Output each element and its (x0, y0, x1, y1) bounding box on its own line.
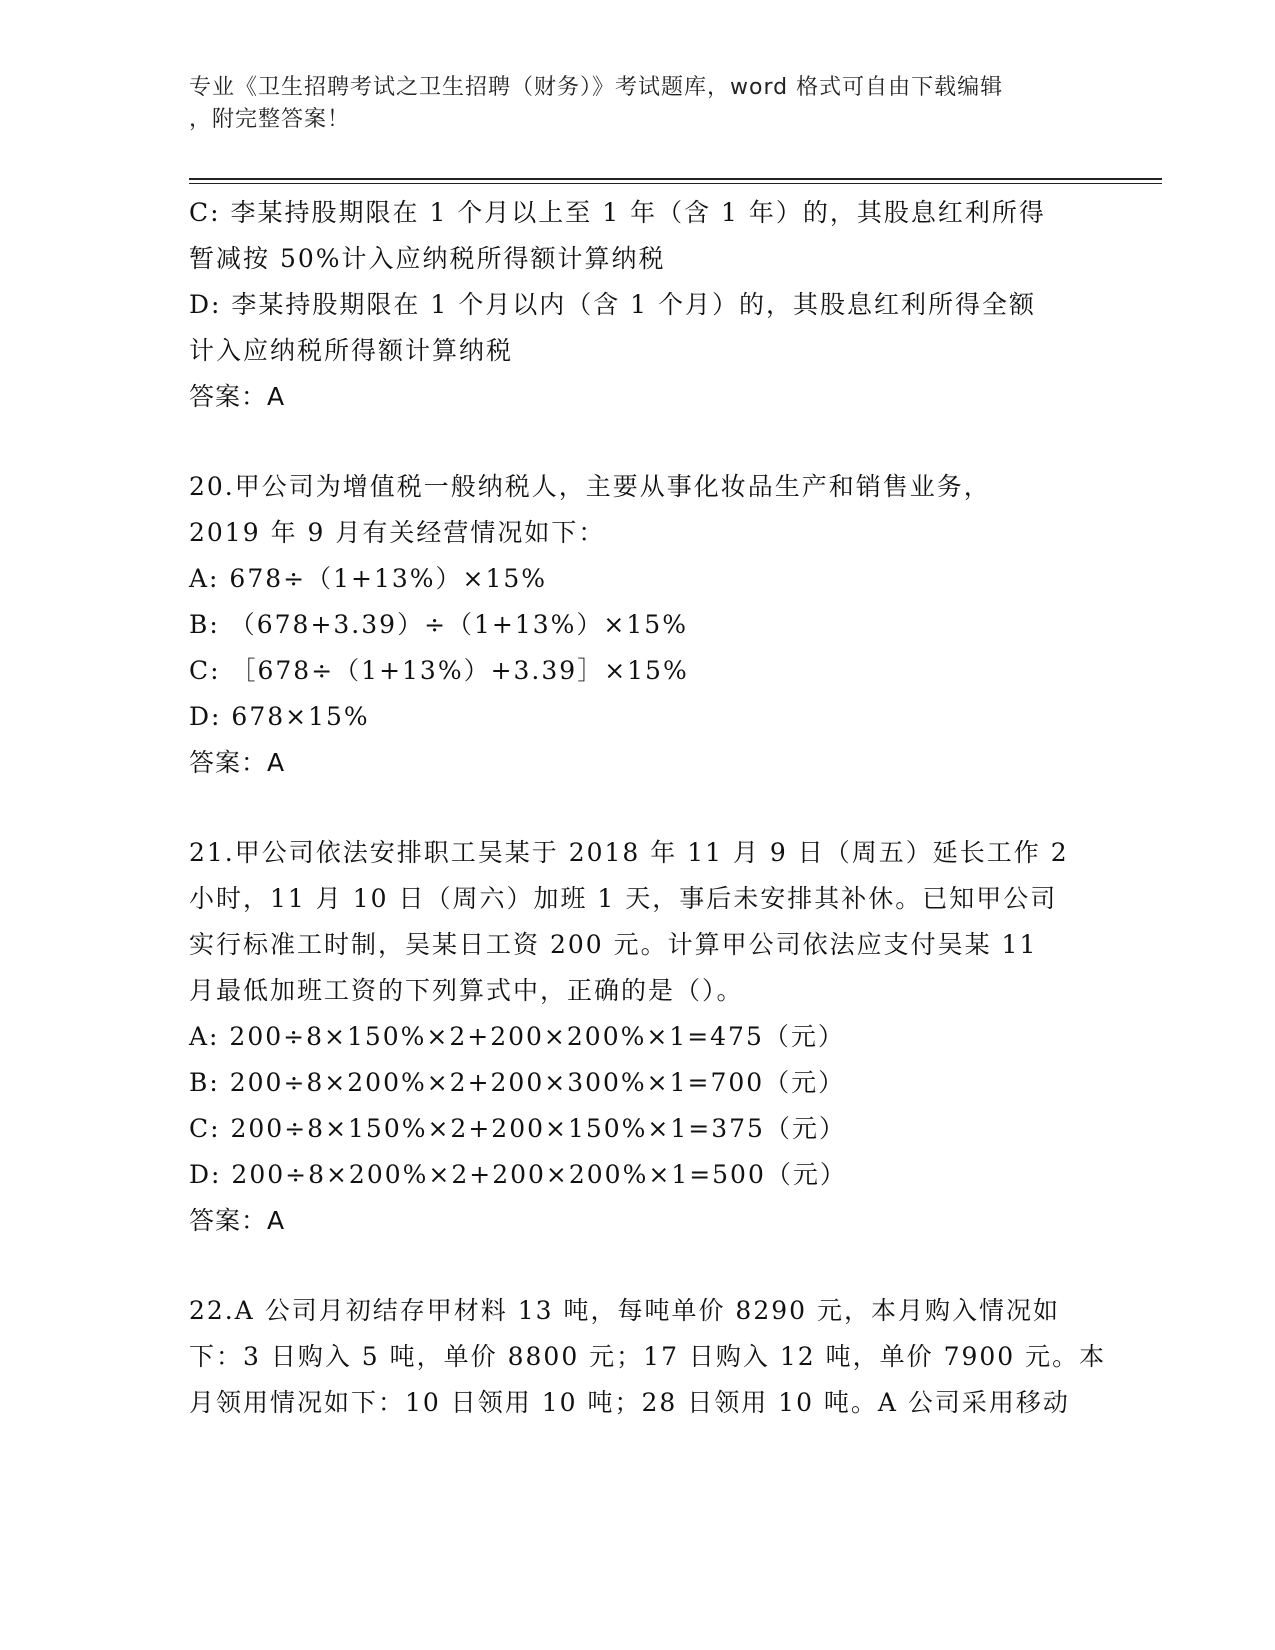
option-c: C: ［678÷（1+13%）+3.39］×15% (189, 656, 689, 685)
document-header (189, 72, 1089, 136)
option-c-line-2: 暂减按 50%计入应纳税所得额计算纳税 (189, 244, 666, 273)
question-stem-line-1: 20.甲公司为增值税一般纳税人，主要从事化妆品生产和销售业务， (189, 472, 991, 501)
question-stem-line-2: 小时，11 月 10 日（周六）加班 1 天，事后未安排其补休。已知甲公司 (189, 884, 1058, 913)
document-body (189, 190, 1107, 1426)
question-stem-line-1: 22.A 公司月初结存甲材料 13 吨，每吨单价 8290 元，本月购入情况如 (189, 1296, 1060, 1325)
option-b: B: 200÷8×200%×2+200×300%×1=700（元） (189, 1068, 846, 1097)
option-d: D: 678×15% (189, 702, 370, 731)
option-c-line-1: C: 李某持股期限在 1 个月以上至 1 年（含 1 年）的，其股息红利所得 (189, 198, 1046, 227)
question-stem-line-2: 下：3 日购入 5 吨，单价 8800 元；17 日购入 12 吨，单价 7900 元。本 (189, 1342, 1107, 1371)
header-divider-thick (189, 178, 1162, 180)
question-19-tail (189, 190, 1089, 420)
question-stem-line-2: 2019 年 9 月有关经营情况如下： (189, 518, 606, 547)
option-a: A: 678÷（1+13%）×15% (189, 564, 548, 593)
question-stem-line-3: 实行标准工时制，吴某日工资 200 元。计算甲公司依法应支付吴某 11 (189, 930, 1038, 959)
spacer (189, 1244, 1089, 1288)
answer-label: 答案：A (189, 1206, 286, 1235)
option-d: D: 200÷8×200%×2+200×200%×1=500（元） (189, 1160, 847, 1189)
header-divider-thin (189, 183, 1162, 184)
header-line-2: ，附完整答案！ (189, 107, 351, 132)
answer-label: 答案：A (189, 382, 286, 411)
question-22 (189, 1288, 1107, 1426)
option-b: B: （678+3.39）÷（1+13%）×15% (189, 610, 688, 639)
question-stem-line-3: 月领用情况如下：10 日领用 10 吨；28 日领用 10 吨。A 公司采用移动 (189, 1388, 1070, 1417)
option-d-line-2: 计入应纳税所得额计算纳税 (189, 336, 514, 365)
option-c: C: 200÷8×150%×2+200×150%×1=375（元） (189, 1114, 846, 1143)
option-d-line-1: D: 李某持股期限在 1 个月以内（含 1 个月）的，其股息红利所得全额 (189, 290, 1037, 319)
question-stem-line-4: 月最低加班工资的下列算式中，正确的是（）。 (189, 976, 744, 1005)
question-stem-line-1: 21.甲公司依法安排职工吴某于 2018 年 11 月 9 日（周五）延长工作 2 (189, 838, 1069, 867)
option-a: A: 200÷8×150%×2+200×200%×1=475（元） (189, 1022, 845, 1051)
answer-label: 答案：A (189, 748, 286, 777)
spacer (189, 420, 1089, 464)
question-21 (189, 830, 1089, 1244)
header-line-1: 专业《卫生招聘考试之卫生招聘（财务）》考试题库，word 格式可自由下载编辑 (189, 75, 1004, 100)
spacer (189, 786, 1089, 830)
question-20 (189, 464, 1089, 786)
